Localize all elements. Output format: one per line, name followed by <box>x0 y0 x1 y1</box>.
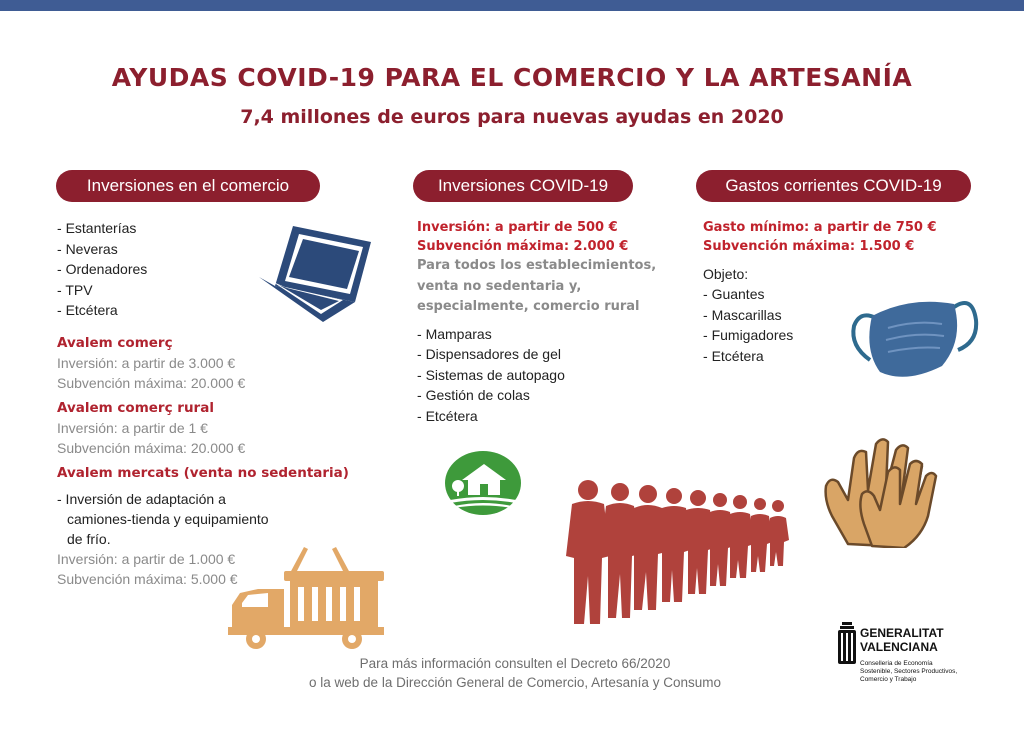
grey-line: especialmente, comercio rural <box>417 299 640 314</box>
info-line: Subvención máxima: 20.000 € <box>57 439 246 456</box>
generalitat-logo <box>836 620 996 690</box>
list-item: - Etcétera <box>417 406 687 427</box>
list-item: - Etcétera <box>703 346 983 367</box>
list-item: - Ordenadores <box>57 259 377 280</box>
section-heading-avalem-mercats: Avalem mercats (venta no sedentaria) <box>57 464 349 481</box>
top-bar <box>0 0 1024 11</box>
face-mask-icon <box>846 280 980 384</box>
red-line: Subvención máxima: 2.000 € <box>417 239 629 254</box>
info-line: Inversión: a partir de 3.000 € <box>57 354 236 371</box>
list-item: - Gestión de colas <box>417 385 687 406</box>
red-line: Inversión: a partir de 500 € <box>417 220 618 235</box>
generalitat-name <box>860 626 944 654</box>
bullet-line: camiones-tienda y equipamiento <box>67 510 269 527</box>
bullet-line: - Inversión de adaptación a <box>57 490 226 507</box>
food-truck-icon <box>228 543 386 651</box>
conselleria-name <box>860 660 1000 684</box>
info-line: Inversión: a partir de 1.000 € <box>57 550 236 567</box>
people-queue-icon <box>560 476 790 628</box>
bullet-line: de frío. <box>67 530 111 547</box>
pill-inversiones-covid: Inversiones COVID-19 <box>413 170 633 202</box>
gloves-icon <box>818 430 938 548</box>
logo-sub-line: Conselleria de Economía <box>860 660 933 667</box>
page-subtitle: 7,4 millones de euros para nuevas ayudas en 2020 <box>240 106 784 128</box>
info-line: Subvención máxima: 20.000 € <box>57 374 246 391</box>
footer-line: Para más información consulten el Decreto 66/2020 <box>359 656 671 671</box>
footer-line: o la web de la Dirección General de Comercio, Artesanía y Consumo <box>309 675 721 690</box>
object-label: Objeto: <box>703 266 749 282</box>
list-item: - Mascarillas <box>703 305 983 326</box>
list-item: - Sistemas de autopago <box>417 365 687 386</box>
logo-sub-line: Sostenible, Sectores Productivos, <box>860 668 958 675</box>
pill-inversiones-comercio: Inversiones en el comercio <box>56 170 320 202</box>
column-inversiones-covid <box>417 218 687 426</box>
list-item: - Fumigadores <box>703 325 983 346</box>
section-heading-avalem-comerc-rural: Avalem comerç rural <box>57 399 214 416</box>
list-item: - Estanterías <box>57 218 377 239</box>
covid-items-list <box>417 324 687 427</box>
footer-info <box>270 654 760 692</box>
list-item: - Neveras <box>57 239 377 260</box>
rural-house-icon <box>444 450 522 516</box>
logo-name-line: GENERALITAT <box>860 626 944 640</box>
pill-gastos-covid: Gastos corrientes COVID-19 <box>696 170 971 202</box>
section-heading-avalem-comerc: Avalem comerç <box>57 334 173 351</box>
list-item: - Etcétera <box>57 300 377 321</box>
list-item: - TPV <box>57 280 377 301</box>
logo-name-line: VALENCIANA <box>860 640 938 654</box>
laptop-icon <box>255 222 375 327</box>
logo-sub-line: Comercio y Trabajo <box>860 676 917 683</box>
list-item: - Guantes <box>703 284 983 305</box>
red-line: Gasto mínimo: a partir de 750 € <box>703 220 937 235</box>
info-line: Subvención máxima: 5.000 € <box>57 570 238 587</box>
generalitat-crest-icon <box>836 622 858 668</box>
list-item: - Mamparas <box>417 324 687 345</box>
info-line: Inversión: a partir de 1 € <box>57 419 208 436</box>
grey-line: venta no sedentaria y, <box>417 278 582 294</box>
list-item: - Dispensadores de gel <box>417 344 687 365</box>
grey-line: Para todos los establecimientos, <box>417 258 657 273</box>
red-line: Subvención máxima: 1.500 € <box>703 239 915 254</box>
page-title: AYUDAS COVID-19 PARA EL COMERCIO Y LA ARTESANÍA <box>111 63 913 92</box>
